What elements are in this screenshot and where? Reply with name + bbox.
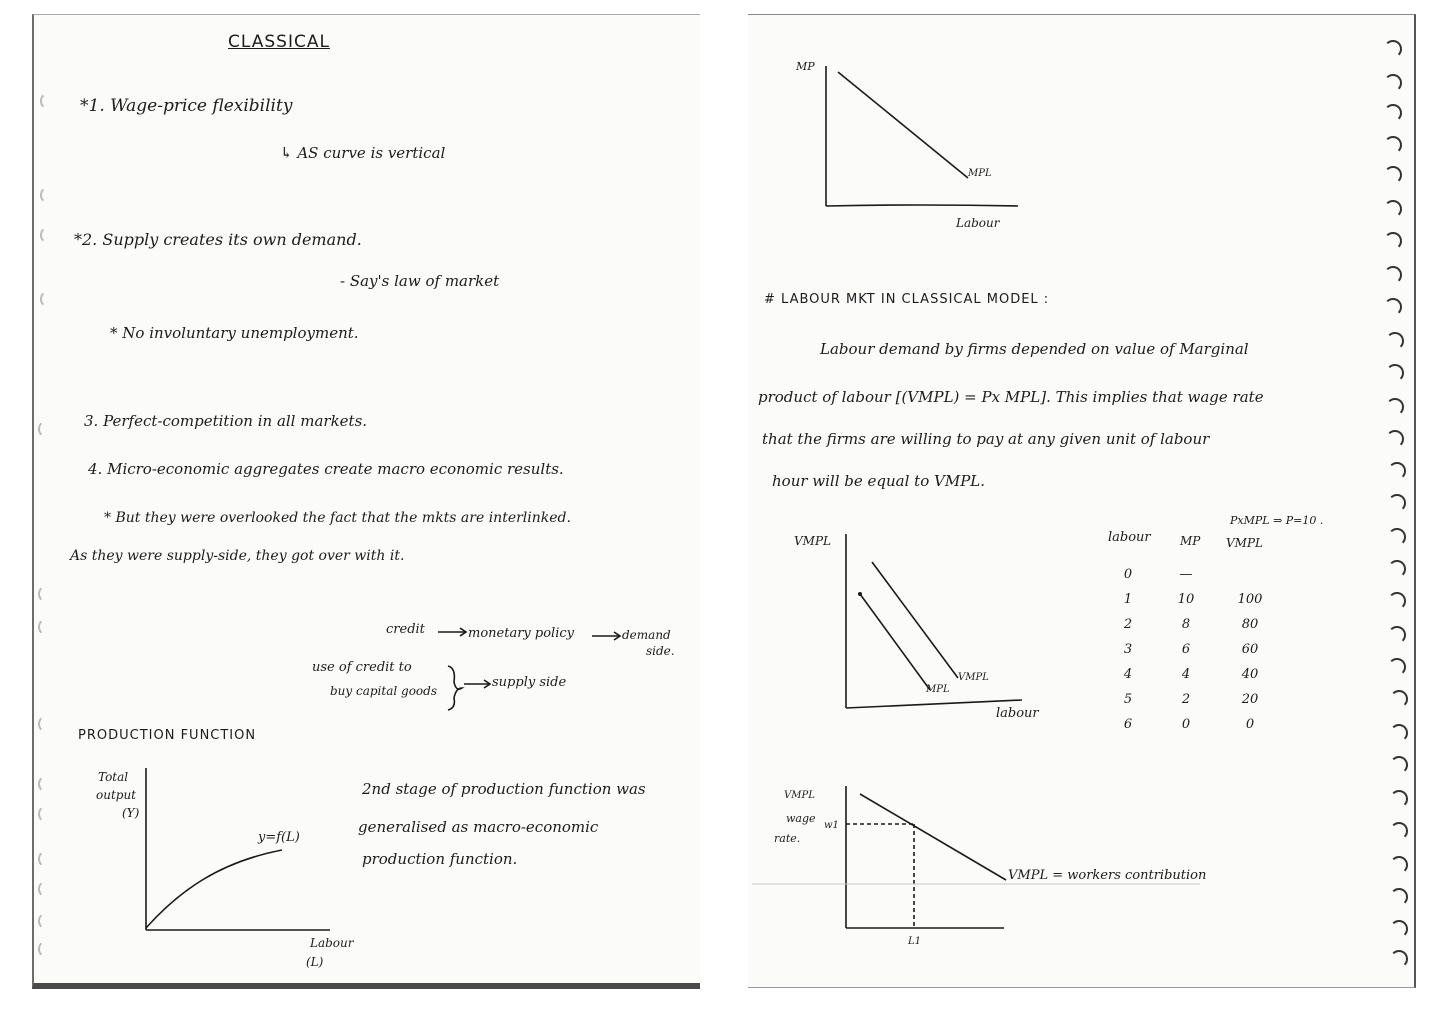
- wage-chart-curve-label: VMPL = workers contribution: [1008, 868, 1207, 883]
- table-cell: 60: [1241, 642, 1259, 657]
- production-y-label-2: output: [96, 788, 137, 802]
- table-cell: 20: [1241, 692, 1259, 707]
- wage-chart-y-label-3: rate.: [774, 832, 801, 845]
- production-note-3: production function.: [362, 850, 518, 868]
- production-x-label-1: Labour: [310, 936, 354, 950]
- point-3: 3. Perfect-competition in all markets.: [84, 412, 368, 430]
- mp-chart-x-label: Labour: [956, 216, 1000, 230]
- flow-use-of-credit: use of credit to: [312, 660, 412, 675]
- mp-chart-curve-label: MPL: [968, 168, 992, 179]
- flow-supply-side: supply side: [492, 675, 567, 690]
- para-line-1: Labour demand by firms depended on value of Marginal: [820, 340, 1249, 358]
- table-cell: —: [1179, 567, 1193, 582]
- wage-chart-w-label: w1: [824, 820, 839, 831]
- table-cell: 4: [1123, 667, 1133, 682]
- point-2: *2. Supply creates its own demand.: [74, 230, 362, 249]
- point-2-note: * No involuntary unemployment.: [110, 324, 359, 342]
- point-1: *1. Wage-price flexibility: [80, 96, 293, 116]
- labour-market-heading: # LABOUR MKT IN CLASSICAL MODEL :: [764, 292, 1050, 307]
- point-4-note-1: * But they were overlooked the fact that the mkts are interlinked.: [104, 510, 571, 526]
- production-heading: PRODUCTION FUNCTION: [78, 728, 257, 743]
- vmp-chart-vmp-label: VMPL: [958, 672, 989, 683]
- point-1-sub: ↳ AS curve is vertical: [280, 144, 446, 162]
- table-cell: 2: [1181, 692, 1191, 707]
- table-cell: 1: [1123, 592, 1133, 607]
- vmp-chart-mp-label: MPL: [926, 684, 950, 695]
- table-cell: 0: [1245, 717, 1255, 732]
- mp-chart-y-label: MP: [796, 60, 815, 73]
- production-note-1: 2nd stage of production function was: [362, 780, 646, 798]
- flow-demand-side: side.: [646, 644, 675, 658]
- production-note-2: generalised as macro-economic: [358, 818, 599, 836]
- para-line-4: hour will be equal to VMPL.: [772, 472, 986, 490]
- table-cell: 6: [1123, 717, 1133, 732]
- vmp-chart-x-label: labour: [996, 706, 1039, 721]
- para-line-2: product of labour [(VMPL) = Px MPL]. This implies that wage rate: [758, 388, 1264, 406]
- table-header-labour: labour: [1108, 530, 1151, 545]
- para-line-3: that the firms are willing to pay at any given unit of labour: [762, 430, 1210, 448]
- table-header-mp: MP: [1180, 534, 1201, 548]
- table-cell: 40: [1241, 667, 1259, 682]
- vmp-chart-y-label: VMPL: [794, 534, 831, 548]
- point-4-note-2: As they were supply-side, they got over with it.: [70, 548, 405, 564]
- table-cell: 2: [1123, 617, 1133, 632]
- table-cell: 3: [1123, 642, 1133, 657]
- production-y-label-1: Total: [98, 770, 129, 784]
- point-2-sub: - Say's law of market: [340, 272, 500, 290]
- table-cell: 100: [1237, 592, 1263, 607]
- wage-chart-y-label-2: wage: [786, 812, 816, 825]
- flow-demand: demand: [622, 628, 671, 642]
- table-cell: 8: [1181, 617, 1191, 632]
- table-cell: 6: [1181, 642, 1191, 657]
- flow-monetary-policy: monetary policy: [468, 626, 574, 641]
- table-note: PxMPL ⇒ P=10 .: [1230, 514, 1324, 527]
- table-header-vmp: VMPL: [1226, 536, 1263, 550]
- table-cell: 5: [1123, 692, 1133, 707]
- wage-chart-y-label-1: VMPL: [784, 790, 815, 801]
- table-cell: 0: [1181, 717, 1191, 732]
- wage-chart-l-label: L1: [908, 936, 922, 947]
- table-cell: 10: [1177, 592, 1195, 607]
- point-4: 4. Micro-economic aggregates create macro economic results.: [88, 460, 564, 478]
- flow-capital-goods: buy capital goods: [330, 684, 437, 698]
- table-cell: 80: [1241, 617, 1259, 632]
- production-curve-label: y=f(L): [258, 830, 300, 845]
- flow-credit: credit: [386, 622, 425, 637]
- production-x-label-2: (L): [306, 955, 324, 969]
- table-cell: 4: [1181, 667, 1191, 682]
- table-cell: 0: [1123, 567, 1133, 582]
- page-title: CLASSICAL: [228, 32, 330, 52]
- production-y-label-3: (Y): [122, 806, 140, 820]
